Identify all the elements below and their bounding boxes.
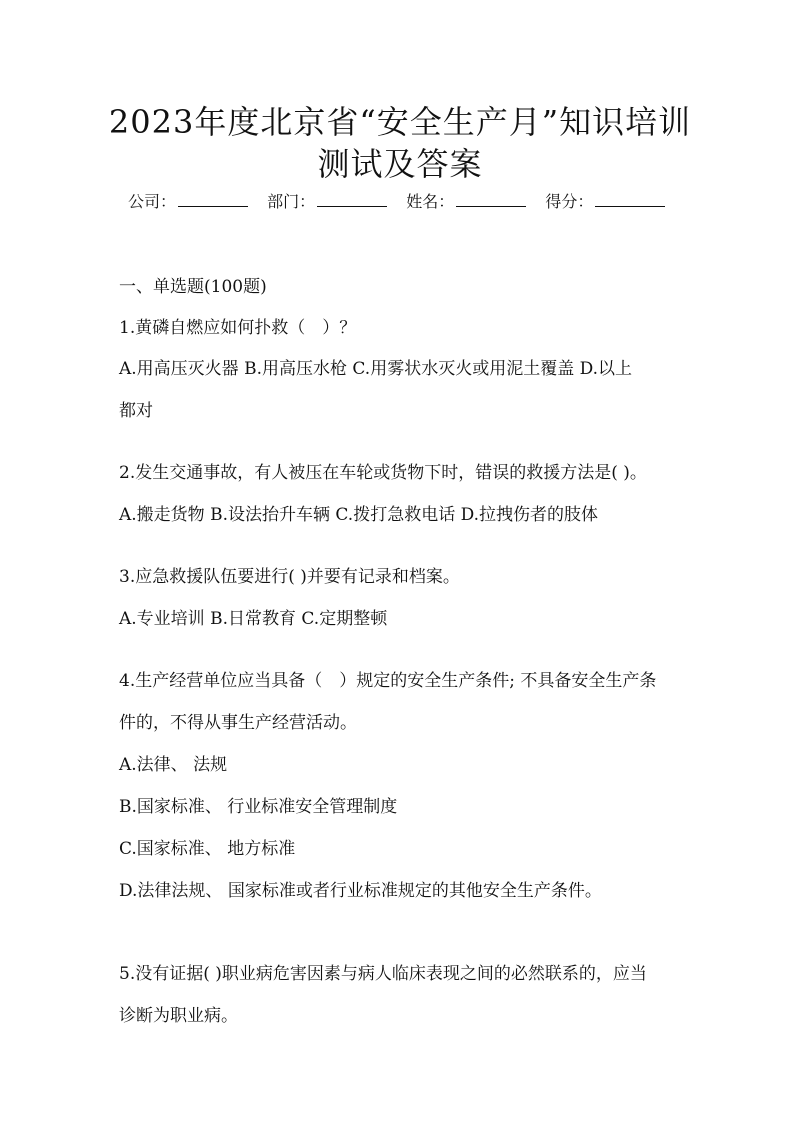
- company-blank: [178, 192, 248, 207]
- question-4-stem: 4.生产经营单位应当具备（ ）规定的安全生产条件; 不具备安全生产条: [119, 671, 657, 691]
- department-field: [267, 191, 387, 213]
- question-3-stem: 3.应急救援队伍要进行( )并要有记录和档案。: [119, 567, 460, 587]
- name-blank: [456, 192, 526, 207]
- company-field: [128, 191, 248, 213]
- question-2-options: A.搬走货物 B.设法抬升车辆 C.拨打急救电话 D.拉拽伤者的肢体: [119, 505, 599, 525]
- score-blank: [595, 192, 665, 207]
- document-title-line-1: 2023年度北京省“安全生产月”知识培训: [108, 103, 692, 141]
- name-field: [406, 191, 526, 213]
- field-label: 公司：: [128, 192, 177, 211]
- question-5-stem: 5.没有证据( )职业病危害因素与病人临床表现之间的必然联系的，应当: [119, 964, 647, 984]
- question-4-option-b: B.国家标准、 行业标准安全管理制度: [119, 797, 398, 817]
- question-4-option-d: D.法律法规、 国家标准或者行业标准规定的其他安全生产条件。: [119, 881, 602, 901]
- info-fields-row: [128, 191, 688, 213]
- question-1-options: A.用高压灭火器 B.用高压水枪 C.用雾状水灭火或用泥土覆盖 D.以上: [119, 359, 633, 379]
- question-1-stem: 1.黄磷自燃应如何扑救（ ）？: [119, 318, 357, 338]
- question-4-stem-cont: 件的，不得从事生产经营活动。: [119, 713, 357, 733]
- field-label: 得分：: [545, 192, 594, 211]
- question-4-option-c: C.国家标准、 地方标准: [119, 839, 296, 859]
- field-label: 部门：: [267, 192, 316, 211]
- score-field: [545, 191, 665, 213]
- field-label: 姓名：: [406, 192, 455, 211]
- question-1-options-cont: 都对: [119, 401, 153, 421]
- question-5-stem-cont: 诊断为职业病。: [119, 1006, 238, 1026]
- question-2-stem: 2.发生交通事故，有人被压在车轮或货物下时，错误的救援方法是( )。: [119, 463, 647, 483]
- question-3-options: A.专业培训 B.日常教育 C.定期整顿: [119, 609, 388, 629]
- question-4-option-a: A.法律、 法规: [119, 755, 228, 775]
- department-blank: [317, 192, 387, 207]
- section-heading: 一、单选题(100题): [119, 277, 267, 297]
- document-title-line-2: 测试及答案: [317, 145, 483, 183]
